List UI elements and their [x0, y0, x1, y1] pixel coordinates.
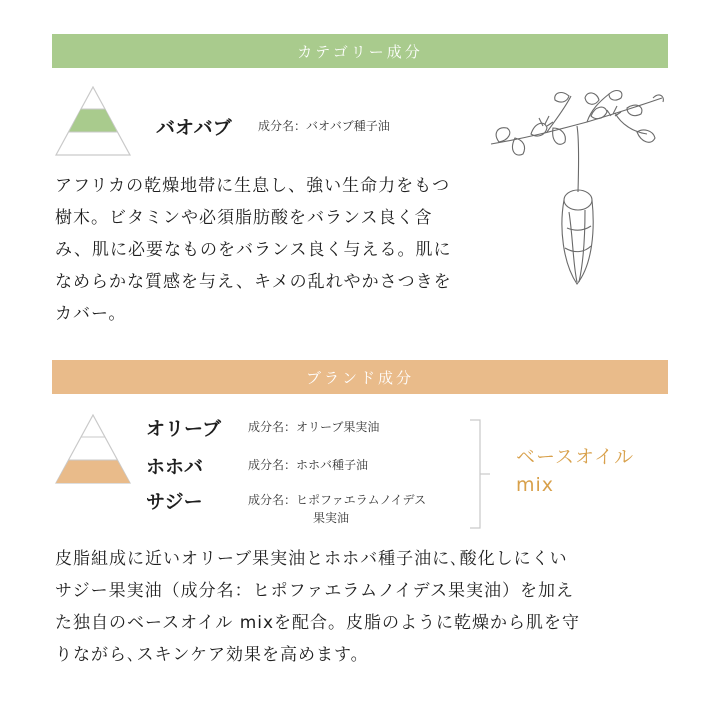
- category-description-line: カバー。: [55, 304, 127, 324]
- category-description: [55, 170, 485, 330]
- category-description-line: 樹木。ビタミンや必須脂肪酸をバランス良く含: [55, 208, 433, 228]
- pyramid-base-tier-highlighted-icon: [55, 414, 131, 484]
- brand-banner: [52, 360, 668, 394]
- sea-buckthorn-component: 成分名：ヒポファエラムノイデス: [248, 493, 427, 507]
- olive-name: オリーブ: [146, 418, 222, 440]
- baobab-branch-fruit-illustration: [487, 88, 667, 288]
- category-description-line: み、肌に必要なものをバランス良く与える。肌に: [55, 240, 452, 260]
- brand-description-line: た独自のベースオイル mixを配合。皮脂のように乾燥から肌を守: [55, 613, 581, 633]
- pyramid-middle-tier-highlighted-icon: [55, 86, 131, 156]
- mix-label-line1: ベースオイル: [516, 446, 635, 468]
- bracket-icon: [468, 418, 492, 530]
- brand-description: [55, 543, 675, 671]
- sea-buckthorn-component-cont: 果実油: [313, 511, 350, 525]
- base-oil-mix-label: [516, 443, 634, 499]
- category-banner: [52, 34, 668, 68]
- brand-description-line: サジー果実油（成分名：ヒポファエラムノイデス果実油）を加え: [55, 581, 574, 601]
- brand-banner-title: ブランド成分: [305, 368, 414, 387]
- olive-component: 成分名：オリーブ果実油: [248, 420, 380, 434]
- baobab-name: バオバブ: [156, 117, 232, 139]
- category-banner-title: カテゴリー成分: [297, 42, 423, 61]
- brand-description-line: 皮脂組成に近いオリーブ果実油とホホバ種子油に､酸化しにくい: [55, 549, 568, 569]
- category-description-line: アフリカの乾燥地帯に生息し、強い生命力をもつ: [55, 176, 451, 196]
- mix-label-line2: mix: [516, 474, 555, 496]
- baobab-component: 成分名：バオバブ種子油: [258, 119, 390, 133]
- jojoba-component: 成分名：ホホバ種子油: [248, 458, 369, 472]
- jojoba-name: ホホバ: [146, 456, 204, 478]
- sea-buckthorn-name: サジー: [146, 491, 203, 513]
- category-description-line: なめらかな質感を与え、キメの乱れやかさつきを: [55, 272, 452, 292]
- brand-description-line: りながら､スキンケア効果を高めます。: [55, 645, 369, 665]
